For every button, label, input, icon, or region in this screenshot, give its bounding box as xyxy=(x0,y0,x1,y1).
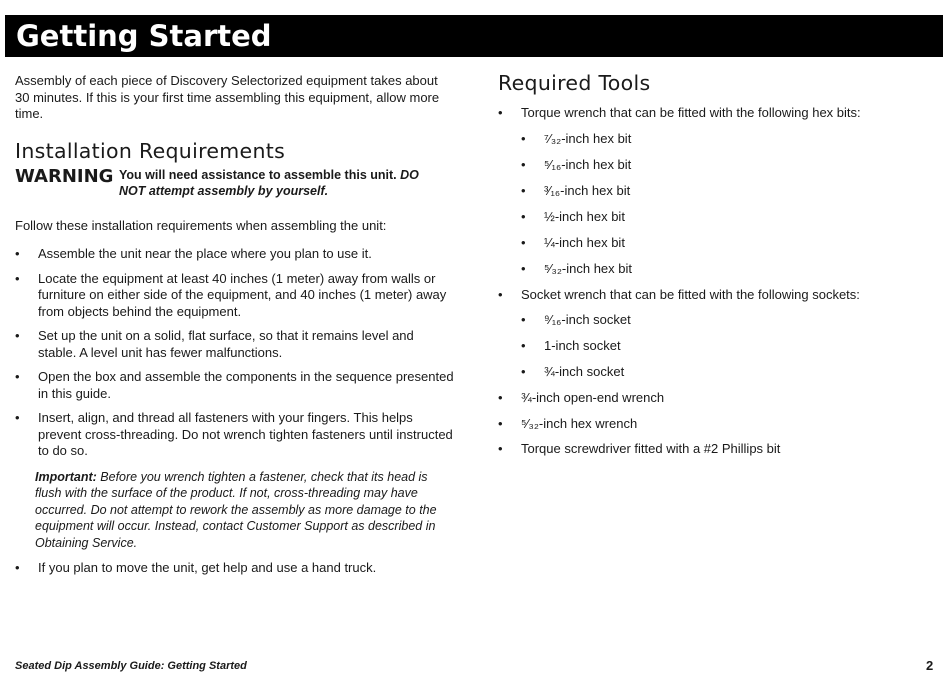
list-item-text: ⁷⁄₃₂-inch hex bit xyxy=(544,130,632,146)
list-item-text: ⁵⁄₃₂-inch hex wrench xyxy=(521,415,638,431)
sockets-list xyxy=(521,312,918,381)
list-item-text: ³⁄₁₆-inch hex bit xyxy=(544,182,631,198)
bullet-icon: • xyxy=(498,390,503,405)
intro-paragraph: Assembly of each piece of Discovery Selectorized equipment takes about 30 minutes. If this is your first time assembling this equipment, allow more time. xyxy=(15,73,440,121)
footer-title: Seated Dip Assembly Guide: Getting Started xyxy=(15,660,247,672)
list-item xyxy=(498,390,918,407)
installation-list xyxy=(15,246,455,460)
bullet-icon: • xyxy=(498,105,503,120)
bullet-icon: • xyxy=(15,328,20,343)
list-item xyxy=(521,183,918,200)
page-title: Getting Started xyxy=(16,19,272,53)
list-item-text: Open the box and assemble the components in the sequence presented in this guide. xyxy=(38,369,454,401)
warning-block xyxy=(15,166,455,200)
list-item xyxy=(498,416,918,433)
important-text: Before you wrench tighten a fastener, check that its head is flush with the surface of the product. If not, cross-threading may have occurred. Do not attempt to rework the assembly as more damage to the equipment will occur. Instead, contact Customer Support as described in Obtaining Service. xyxy=(35,469,437,550)
list-item-text: ⁹⁄₁₆-inch socket xyxy=(544,312,631,327)
installation-heading: Installation Requirements xyxy=(15,138,286,163)
list-item xyxy=(521,209,918,226)
list-item xyxy=(15,410,455,460)
bullet-icon: • xyxy=(15,410,20,425)
list-item-text: ⁵⁄₃₂-inch hex bit xyxy=(544,260,632,276)
hex-bits-list xyxy=(521,131,918,278)
list-item-text: ¾-inch socket xyxy=(544,364,625,379)
list-item-text: Insert, align, and thread all fasteners with your fingers. This helps prevent cross-threading. Do not wrench tighten fasteners until instructed to do so. xyxy=(38,410,453,458)
required-tools-heading: Required Tools xyxy=(498,71,651,95)
bullet-icon: • xyxy=(15,560,20,575)
tools-list xyxy=(498,105,918,458)
list-item-text: Locate the equipment at least 40 inches (1 meter) away from walls or furniture on either side of the equipment, and 40 inches (1 meter) away from objects behind the equipment. xyxy=(38,270,447,319)
bullet-icon: • xyxy=(521,312,526,327)
bullet-icon: • xyxy=(521,208,526,224)
list-item xyxy=(15,328,455,361)
list-item-text: ¾-inch open-end wrench xyxy=(521,390,665,405)
list-item xyxy=(521,157,918,174)
warning-label: WARNING xyxy=(15,165,114,187)
list-item xyxy=(521,338,918,355)
list-item xyxy=(521,312,918,329)
list-item-text: ⁵⁄₁₆-inch hex bit xyxy=(544,156,632,172)
list-item-text: ¼-inch hex bit xyxy=(544,234,625,250)
list-item xyxy=(498,105,918,277)
list-item-text: ½-inch hex bit xyxy=(544,208,625,224)
list-item xyxy=(498,287,918,381)
bullet-icon: • xyxy=(498,441,503,456)
right-column xyxy=(498,70,918,458)
bullet-icon: • xyxy=(15,270,20,286)
list-item-text: If you plan to move the unit, get help and use a hand truck. xyxy=(38,560,377,575)
bullet-icon: • xyxy=(15,369,20,384)
list-item xyxy=(15,271,455,321)
bullet-icon: • xyxy=(521,364,526,379)
warning-text xyxy=(119,166,419,200)
list-item xyxy=(15,369,455,402)
bullet-icon: • xyxy=(498,286,503,302)
bullet-icon: • xyxy=(521,234,526,250)
bullet-icon: • xyxy=(521,182,526,198)
bullet-icon: • xyxy=(15,246,20,261)
list-item-text: Torque wrench that can be fitted with the following hex bits: xyxy=(521,105,861,120)
list-item xyxy=(521,261,918,278)
important-label: Important: xyxy=(35,469,97,484)
list-item xyxy=(15,560,455,577)
list-item-text: Socket wrench that can be fitted with the following sockets: xyxy=(521,286,860,302)
warning-text-emphasis: DO NOT attempt assembly by yourself. xyxy=(119,167,419,198)
installation-lead: Follow these installation requirements when assembling the unit: xyxy=(15,217,387,233)
left-column xyxy=(15,73,455,577)
list-item xyxy=(498,441,918,458)
list-item xyxy=(521,364,918,381)
warning-text-main: You will need assistance to assemble this unit. xyxy=(119,167,401,182)
list-item-text: 1-inch socket xyxy=(544,338,621,353)
installation-list-continued xyxy=(15,560,455,577)
page-number: 2 xyxy=(926,658,934,673)
important-note xyxy=(35,469,445,552)
list-item-text: Set up the unit on a solid, flat surface, so that it remains level and stable. A level unit has fewer malfunctions. xyxy=(38,328,414,360)
list-item-text: Torque screwdriver fitted with a #2 Phillips bit xyxy=(521,441,781,456)
list-item xyxy=(521,235,918,252)
list-item xyxy=(15,246,455,263)
bullet-icon: • xyxy=(521,260,526,276)
bullet-icon: • xyxy=(521,130,526,146)
header-bar xyxy=(5,15,943,57)
bullet-icon: • xyxy=(521,338,526,353)
bullet-icon: • xyxy=(521,156,526,172)
list-item-text: Assemble the unit near the place where you plan to use it. xyxy=(38,246,372,261)
list-item xyxy=(521,131,918,148)
bullet-icon: • xyxy=(498,415,503,431)
